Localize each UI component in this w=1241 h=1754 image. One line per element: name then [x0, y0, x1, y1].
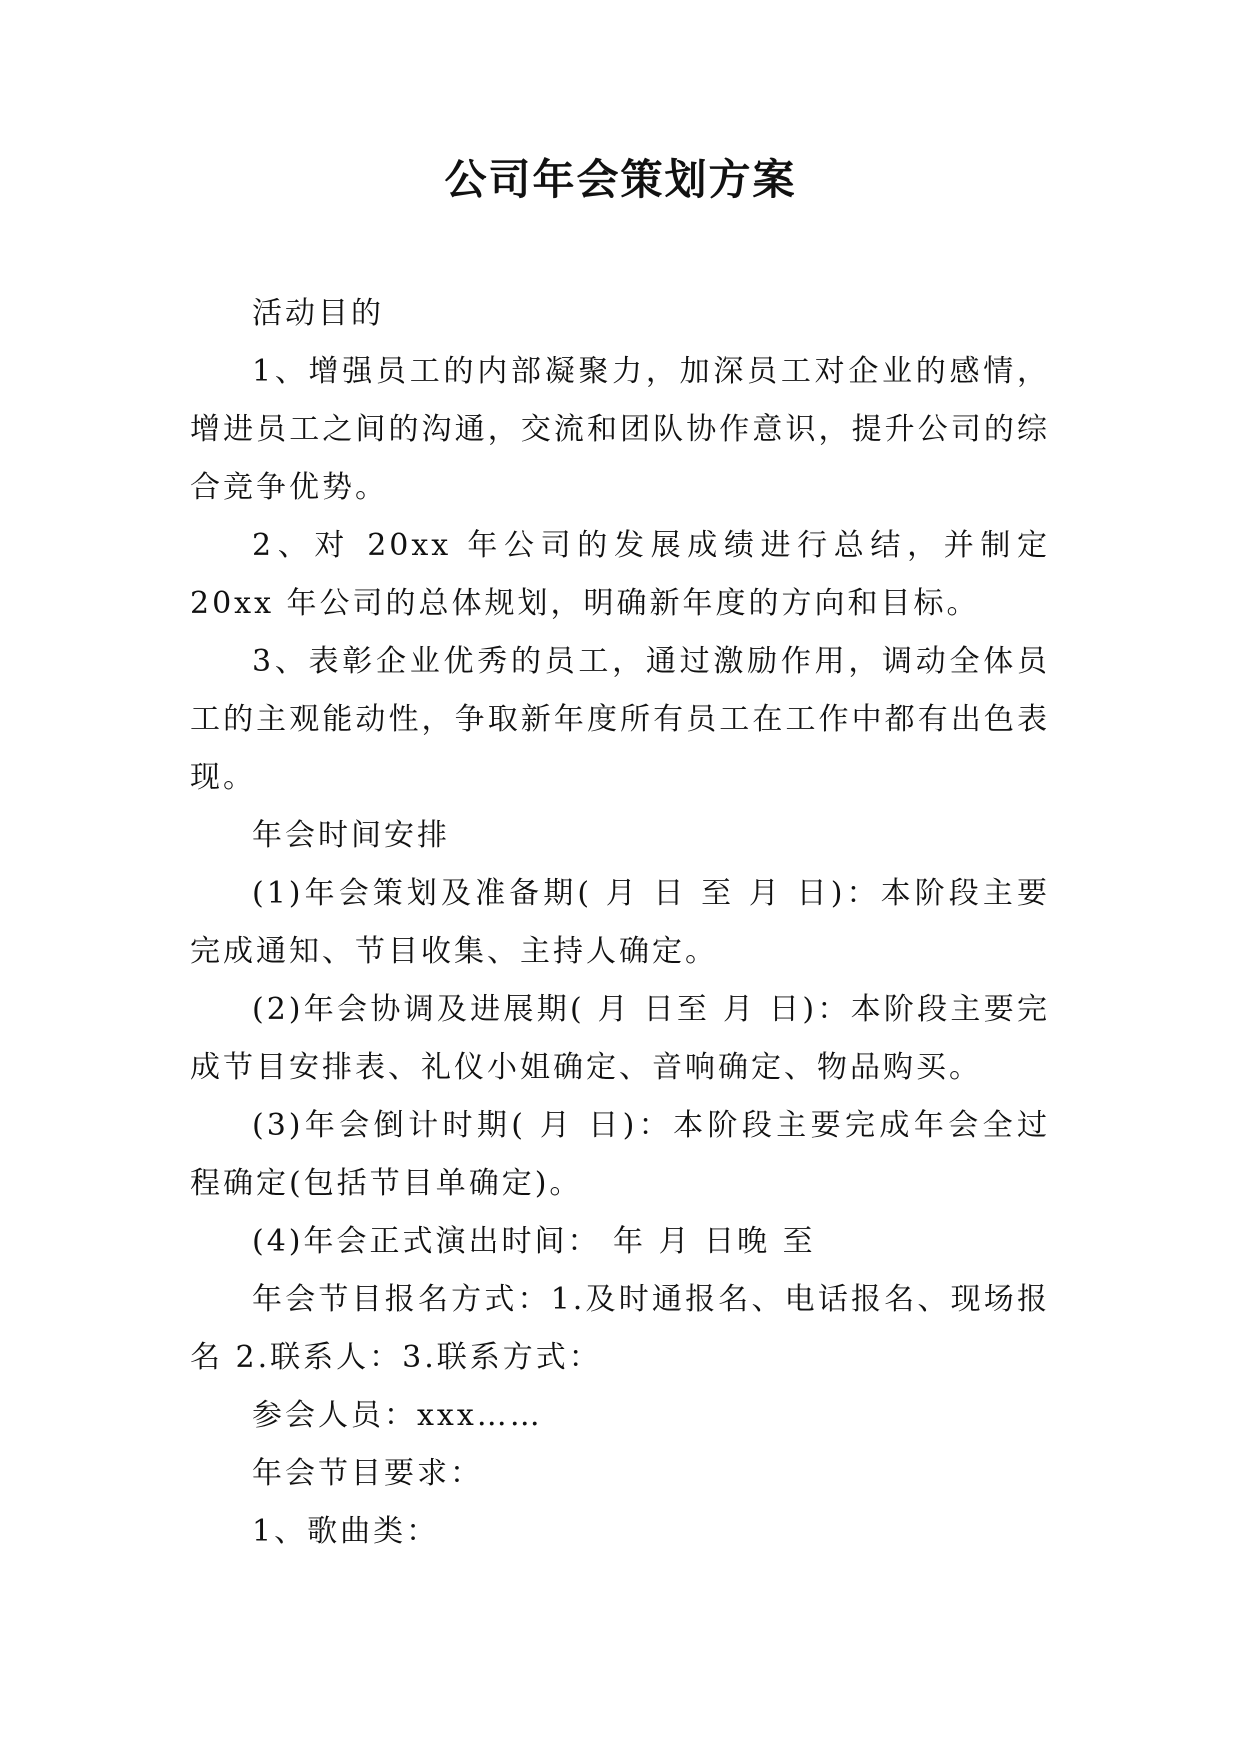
- paragraph-schedule-3: (3)年会倒计时期( 月 日)：本阶段主要完成年会全过程确定(包括节目单确定)。: [190, 1108, 1050, 1201]
- document-body: [190, 285, 1050, 1561]
- paragraph-schedule-1: (1)年会策划及准备期( 月 日 至 月 日)：本阶段主要完成通知、节目收集、主持人确定。: [190, 876, 1050, 969]
- heading-activity-purpose: 活动目的: [252, 296, 384, 331]
- paragraph-songs: 1、歌曲类：: [252, 1514, 440, 1549]
- paragraph-purpose-2: 2、对 20xx 年公司的发展成绩进行总结，并制定 20xx 年公司的总体规划，明确新年度的方向和目标。: [190, 528, 1050, 621]
- paragraph-schedule-4: (4)年会正式演出时间： 年 月 日晚 至: [252, 1224, 816, 1259]
- paragraph-purpose-3: 3、表彰企业优秀的员工，通过激励作用，调动全体员工的主观能动性，争取新年度所有员工在工作中都有出色表现。: [190, 644, 1050, 795]
- heading-program-requirements: 年会节目要求：: [252, 1456, 483, 1491]
- document-title: 公司年会策划方案: [444, 155, 797, 204]
- paragraph-attendees: 参会人员：xxx……: [252, 1398, 543, 1433]
- paragraph-schedule-2: (2)年会协调及进展期( 月 日至 月 日)：本阶段主要完成节目安排表、礼仪小姐确定、音响确定、物品购买。: [190, 992, 1050, 1085]
- paragraph-registration: 年会节目报名方式：1.及时通报名、电话报名、现场报名 2.联系人：3.联系方式：: [190, 1282, 1050, 1375]
- heading-schedule: 年会时间安排: [252, 818, 450, 853]
- paragraph-purpose-1: 1、增强员工的内部凝聚力，加深员工对企业的感情，增进员工之间的沟通，交流和团队协作意识，提升公司的综合竞争优势。: [190, 354, 1050, 505]
